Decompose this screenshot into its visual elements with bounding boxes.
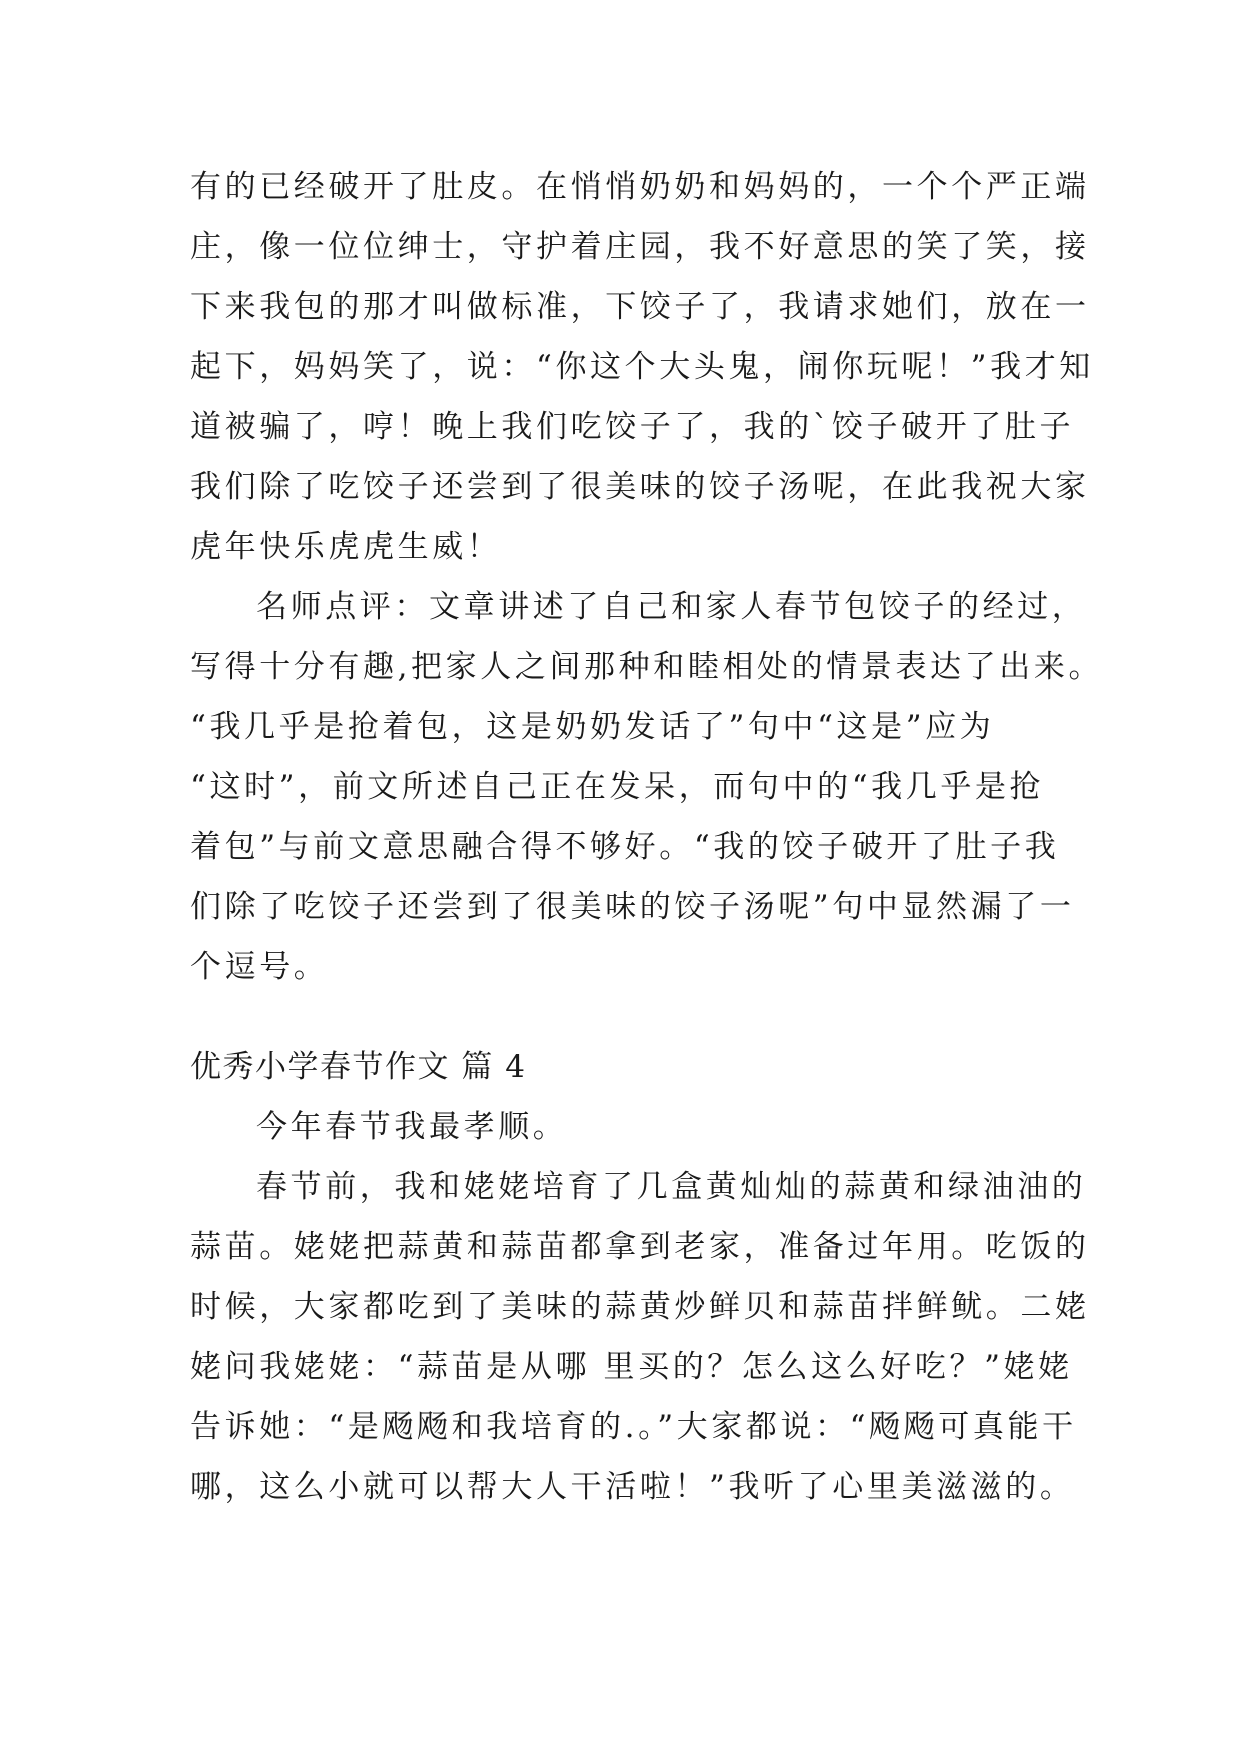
body-text-line: 蒜苗。姥姥把蒜黄和蒜苗都拿到老家，准备过年用。吃饭的	[190, 1229, 1090, 1265]
review-text-line: 名师点评：文章讲述了自己和家人春节包饺子的经过，	[256, 589, 1087, 625]
review-text-line: 写得十分有趣,把家人之间那种和睦相处的情景表达了出来。	[190, 649, 1104, 685]
review-text-line: 们除了吃饺子还尝到了很美味的饺子汤呢”句中显然漏了一	[190, 889, 1075, 925]
review-text-line: 个逗号。	[190, 949, 329, 985]
body-text-line: 道被骗了，哼！晚上我们吃饺子了，我的`饺子破开了肚子	[190, 409, 1075, 445]
body-text-line: 我们除了吃饺子还尝到了很美味的饺子汤呢，在此我祝大家	[190, 469, 1090, 505]
review-text-line: “我几乎是抢着包，这是奶奶发话了”句中“这是”应为	[190, 709, 995, 745]
body-text-line: 虎年快乐虎虎生威！	[190, 529, 502, 565]
opening-sentence: 今年春节我最孝顺。	[256, 1109, 568, 1145]
body-text-line: 春节前，我和姥姥培育了几盒黄灿灿的蒜黄和绿油油的	[256, 1169, 1087, 1205]
body-text-line: 哪，这么小就可以帮大人干活啦！”我听了心里美滋滋的。	[190, 1469, 1075, 1505]
review-text-line: “这时”，前文所述自己正在发呆，而句中的“我几乎是抢	[190, 769, 1045, 805]
body-text-line: 姥问我姥姥：“蒜苗是从哪 里买的？怎么这么好吃？”姥姥	[190, 1349, 1073, 1385]
review-text-line: 着包”与前文意思融合得不够好。“我的饺子破开了肚子我	[190, 829, 1060, 865]
body-text-line: 下来我包的那才叫做标准，下饺子了，我请求她们，放在一	[190, 289, 1090, 325]
body-text-line: 时候，大家都吃到了美味的蒜黄炒鲜贝和蒜苗拌鲜鱿。二姥	[190, 1289, 1090, 1325]
section-title: 优秀小学春节作文 篇 4	[190, 1049, 527, 1085]
body-text-line: 有的已经破开了肚皮。在悄悄奶奶和妈妈的，一个个严正端	[190, 169, 1090, 205]
body-text-line: 告诉她：“是飏飏和我培育的.。”大家都说：“飏飏可真能干	[190, 1409, 1077, 1445]
body-text-line: 起下，妈妈笑了，说：“你这个大头鬼，闹你玩呢！”我才知	[190, 349, 1094, 385]
body-text-line: 庄，像一位位绅士，守护着庄园，我不好意思的笑了笑，接	[190, 229, 1090, 265]
